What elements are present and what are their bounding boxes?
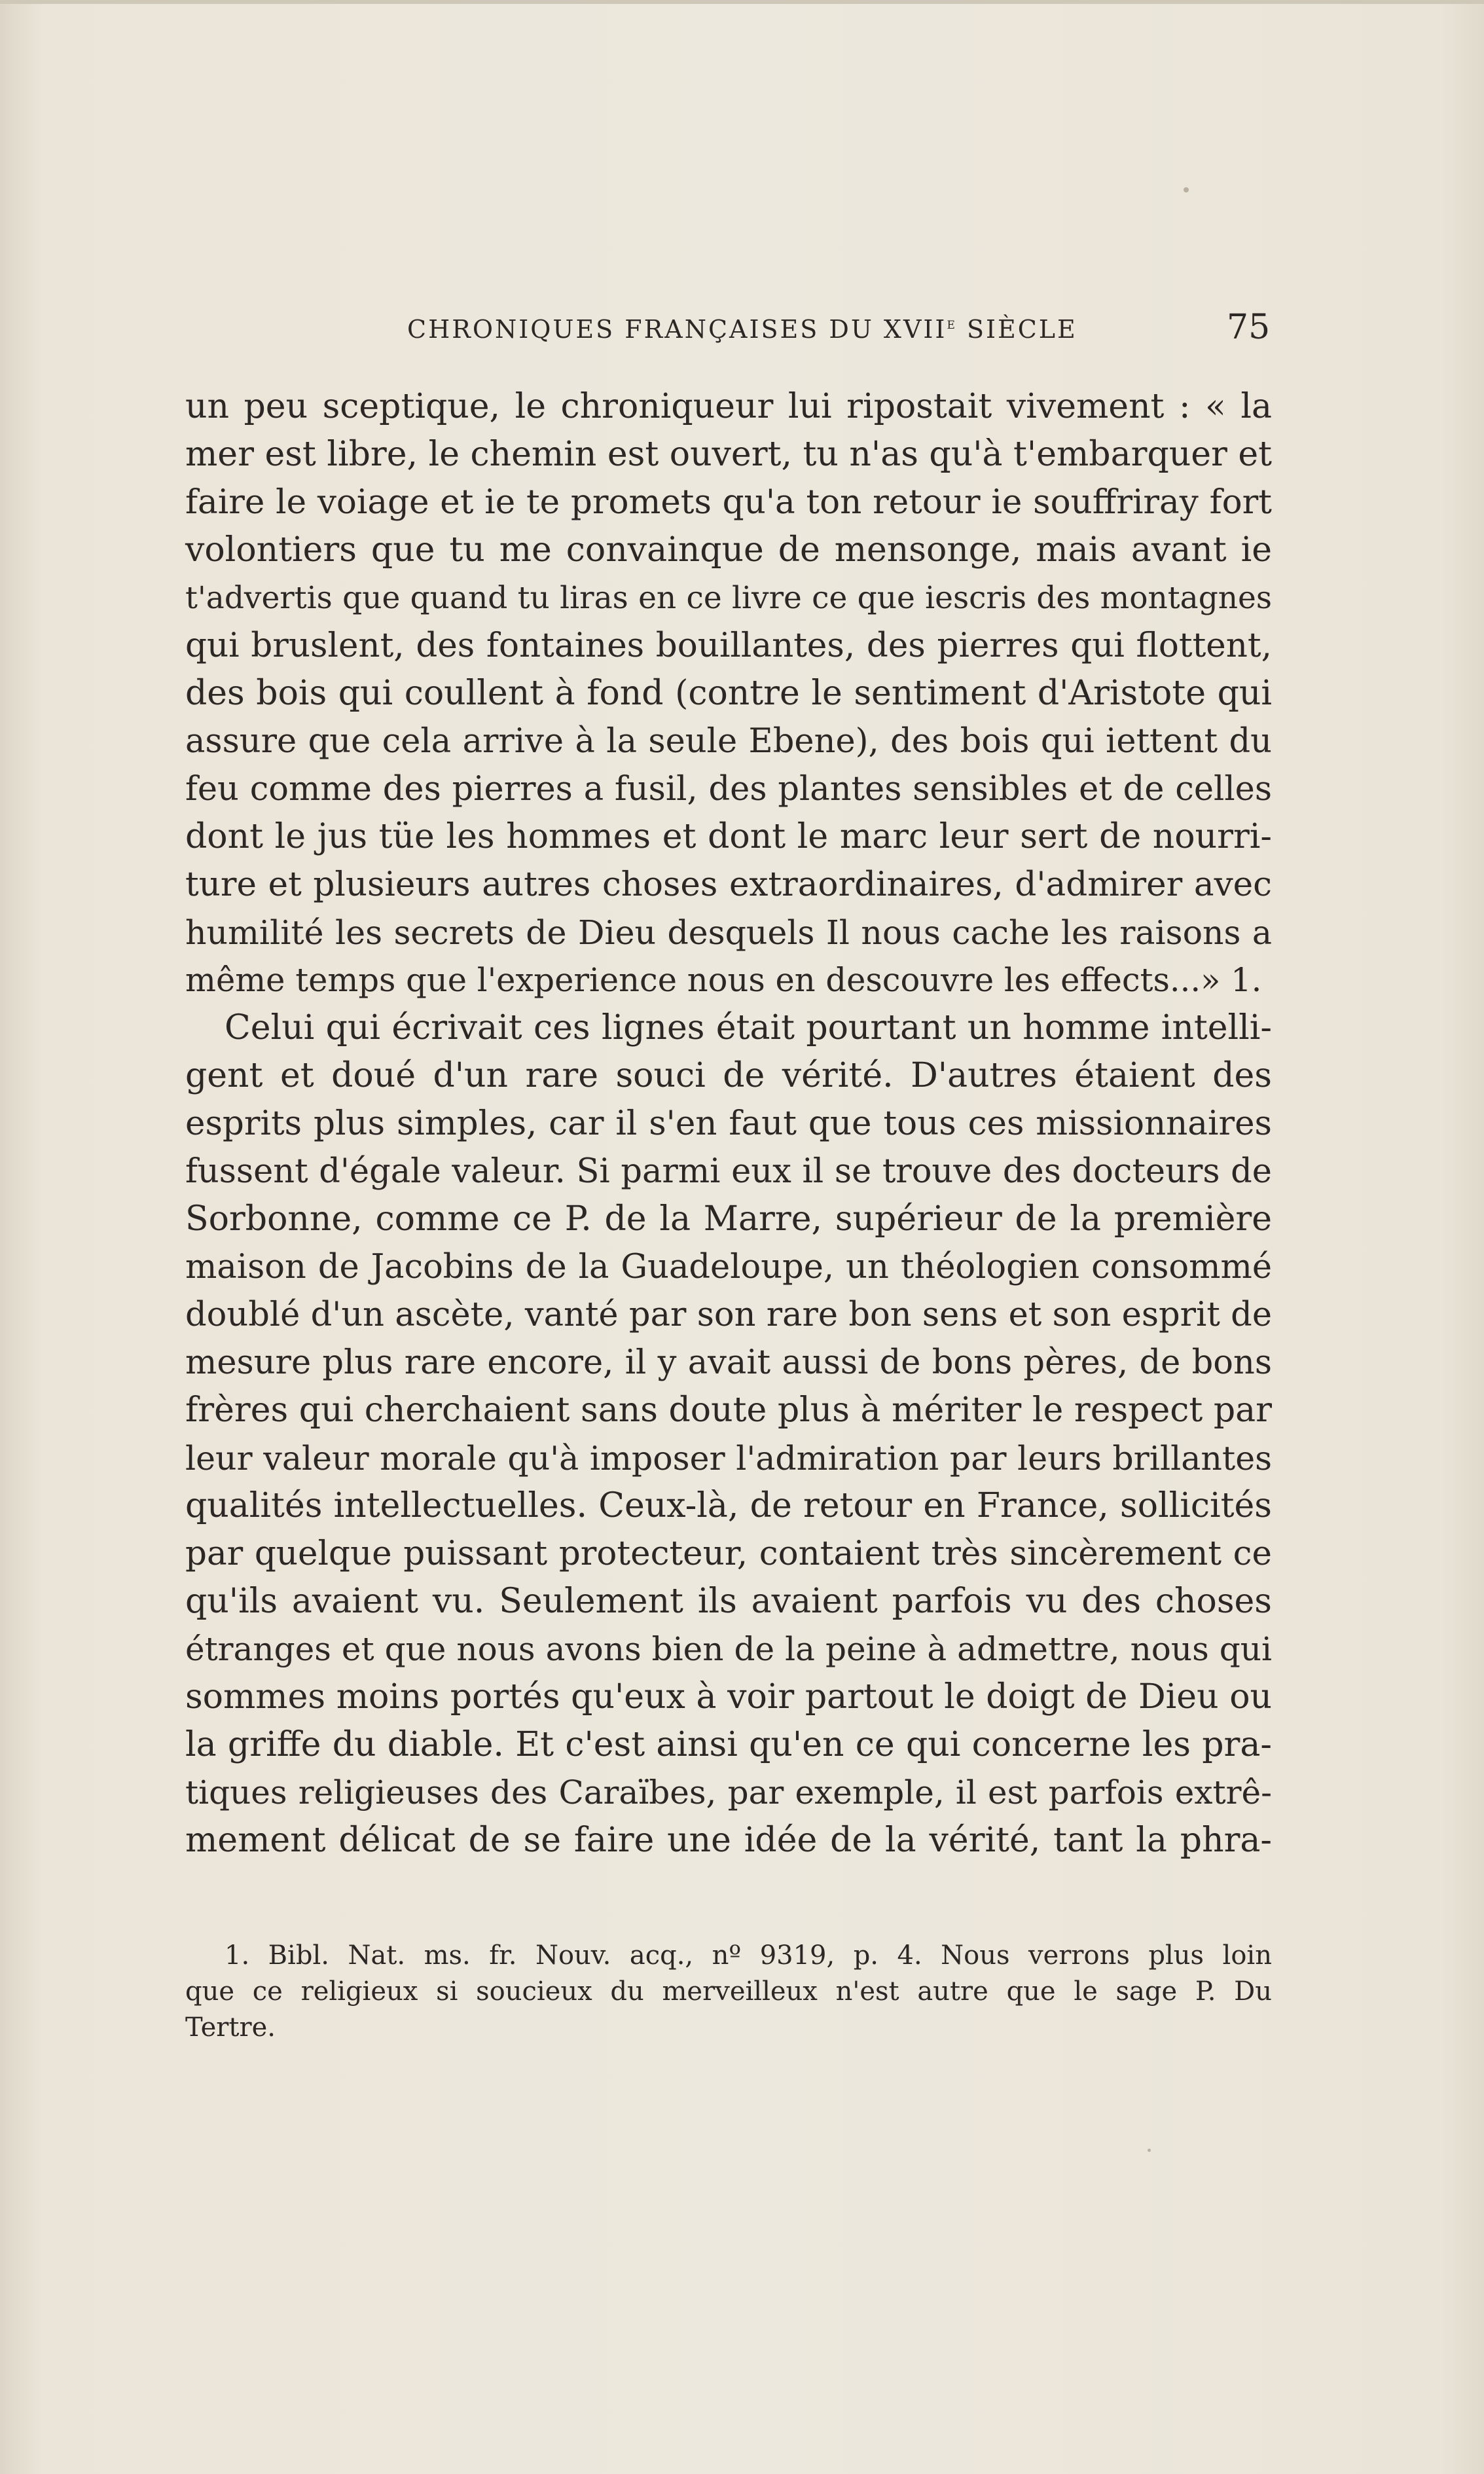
text-line: leur valeur morale qu'à imposer l'admiration par leurs brillantes (185, 1439, 1272, 1478)
text-line: par quelque puissant protecteur, contaient très sincèrement ce (185, 1534, 1272, 1573)
text-line: maison de Jacobins de la Guadeloupe, un théologien consommé (185, 1248, 1272, 1286)
text-line: faire le voiage et ie te promets qu'a ton retour ie souffriray fort (185, 482, 1272, 522)
page-top-edge (0, 0, 1484, 4)
text-line: la griffe du diable. Et c'est ainsi qu'en ce qui concerne les pra- (185, 1725, 1272, 1764)
running-head-text-end: SIÈCLE (956, 315, 1077, 344)
text-line: mer est libre, le chemin est ouvert, tu n'as qu'à t'embarquer et (185, 435, 1273, 474)
text-line: dont le jus tüe les hommes et dont le marc leur sert de nourri- (185, 817, 1272, 856)
text-line: tiques religieuses des Caraïbes, par exemple, il est parfois extrê- (185, 1774, 1272, 1811)
text-line: mesure plus rare encore, il y avait aussi de bons pères, de bons (185, 1343, 1272, 1382)
text-line: volontiers que tu me convainque de mensonge, mais avant ie (185, 530, 1272, 570)
text-line: assure que cela arrive à la seule Ebene), des bois qui iettent du (185, 722, 1272, 761)
footnote-line: 1. Bibl. Nat. ms. fr. Nouv. acq., nº 9319, p. 4. Nous verrons plus loin (225, 1940, 1272, 1971)
text-line: doublé d'un ascète, vanté par son rare bon sens et son esprit de (185, 1296, 1272, 1334)
text-line: ture et plusieurs autres choses extraordinaires, d'admirer avec (185, 865, 1272, 904)
footnote (185, 1938, 1272, 2046)
text-line: gent et doué d'un rare souci de vérité. D'autres étaient des (185, 1056, 1272, 1095)
text-line: feu comme des pierres a fusil, des plantes sensibles et de celles (185, 770, 1272, 809)
running-head (407, 314, 1077, 344)
paper-speck (1184, 187, 1189, 192)
paper-speck (1148, 2149, 1151, 2152)
text-line: qui bruslent, des fontaines bouillantes, des pierres qui flottent, (185, 626, 1272, 665)
text-line: des bois qui coullent à fond (contre le sentiment d'Aristote qui (185, 674, 1272, 713)
body-text (185, 383, 1272, 1865)
text-line: qu'ils avaient vu. Seulement ils avaient parfois vu des choses (185, 1582, 1272, 1621)
text-line: même temps que l'experience nous en descouvre les effects...» 1. (185, 961, 1262, 999)
paragraph-first-line: Celui qui écrivait ces lignes était pourtant un homme intelli- (225, 1008, 1272, 1047)
running-head-text: CHRONIQUES FRANÇAISES DU XVII (407, 315, 947, 344)
text-line: étranges et que nous avons bien de la peine à admettre, nous qui (185, 1630, 1272, 1668)
text-line: t'advertis que quand tu liras en ce livre ce que iescris des montagnes (185, 580, 1272, 616)
footnote-line: que ce religieux si soucieux du merveilleux n'est autre que le sage P. Du (185, 1976, 1272, 2007)
text-line: humilité les secrets de Dieu desquels Il nous cache les raisons a (185, 913, 1272, 952)
footnote-line: Tertre. (185, 2012, 276, 2043)
running-head-superscript: e (947, 314, 957, 333)
text-line: Sorbonne, comme ce P. de la Marre, supérieur de la première (185, 1199, 1272, 1239)
text-line: mement délicat de se faire une idée de la vérité, tant la phra- (185, 1821, 1272, 1860)
text-line: esprits plus simples, car il s'en faut que tous ces missionnaires (185, 1104, 1272, 1143)
text-line: un peu sceptique, le chroniqueur lui ripostait vivement : « la (185, 387, 1272, 426)
text-line: fussent d'égale valeur. Si parmi eux il se trouve des docteurs de (185, 1152, 1272, 1191)
text-line: frères qui cherchaient sans doute plus à mériter le respect par (185, 1391, 1272, 1430)
text-line: sommes moins portés qu'eux à voir partout le doigt de Dieu ou (185, 1677, 1272, 1717)
page-number: 75 (1227, 308, 1271, 347)
text-line: qualités intellectuelles. Ceux-là, de retour en France, sollicités (185, 1486, 1272, 1525)
